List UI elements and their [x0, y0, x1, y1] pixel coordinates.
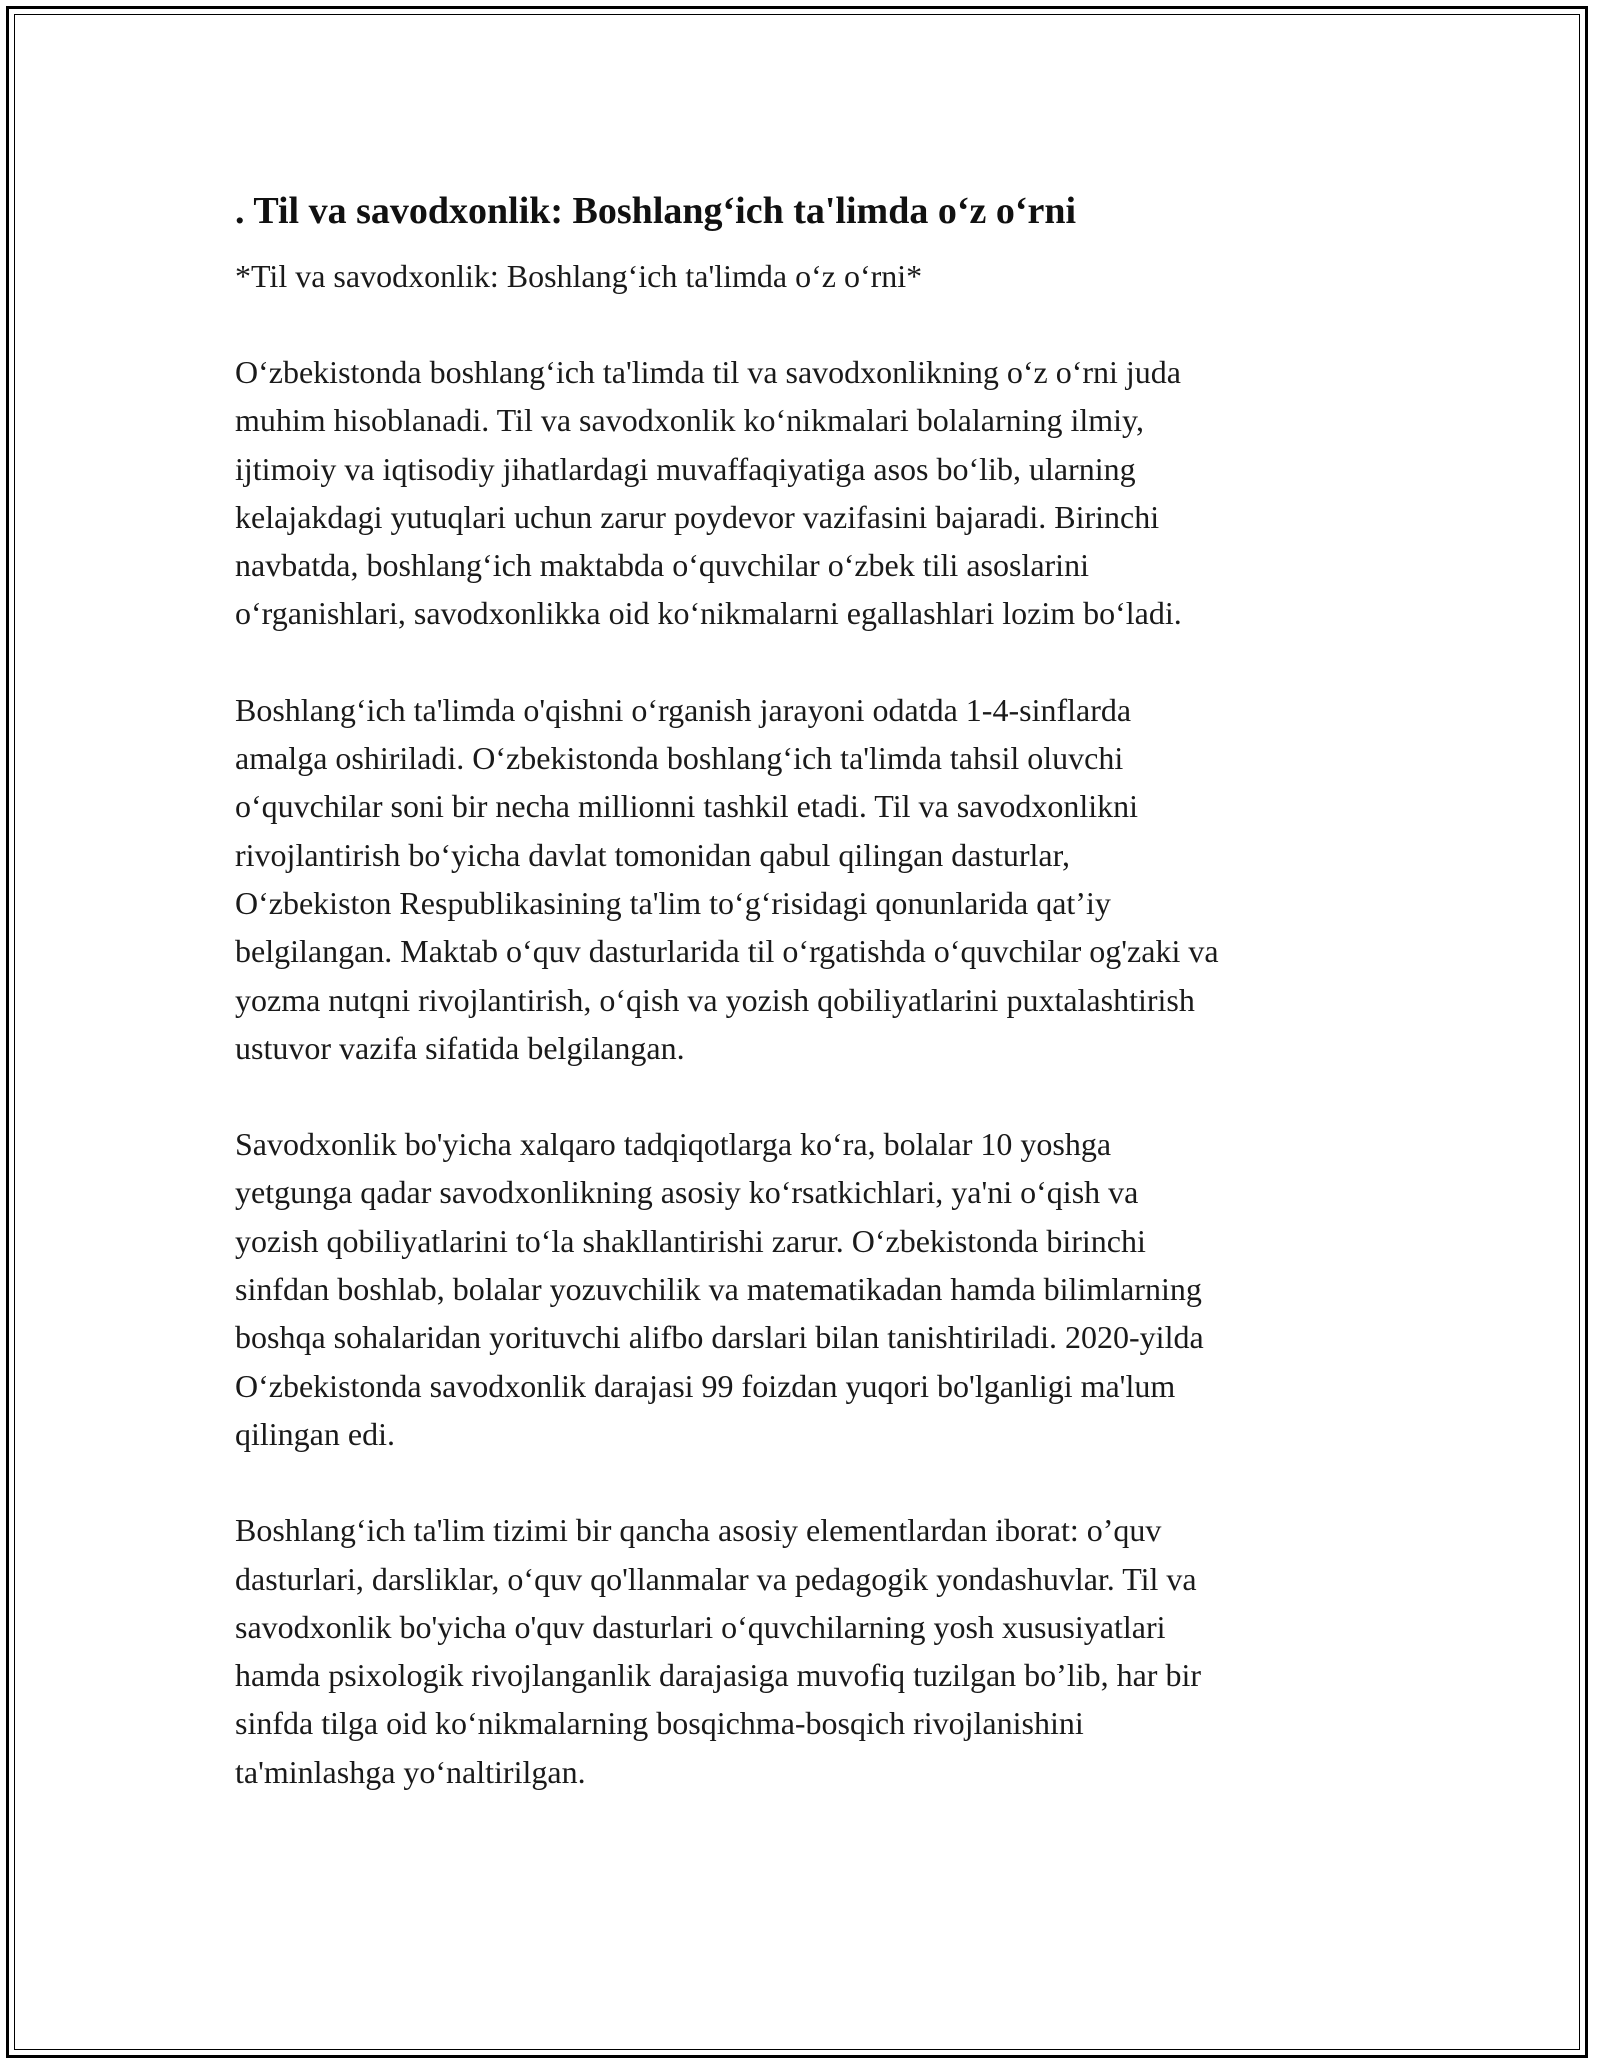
body-paragraph	[235, 686, 1375, 1072]
body-paragraph	[235, 348, 1375, 638]
paragraph-line: navbatda, boshlang‘ich maktabda o‘quvchilar o‘zbek tili asoslarini	[235, 547, 1089, 584]
paragraph-line: ustuvor vazifa sifatida belgilangan.	[235, 1029, 685, 1066]
paragraph-line: sinfda tilga oid ko‘nikmalarning bosqichma-bosqich rivojlanishini	[235, 1705, 1084, 1742]
paragraph-line: boshqa sohalaridan yorituvchi alifbo darslari bilan tanishtiriladi. 2020-yilda	[235, 1319, 1204, 1356]
document-subtitle: *Til va savodxonlik: Boshlang‘ich ta'limda o‘z o‘rni*	[235, 258, 923, 294]
paragraph-line: sinfdan boshlab, bolalar yozuvchilik va matematikadan hamda bilimlarning	[235, 1271, 1202, 1308]
paragraph-line: o‘quvchilar soni bir necha millionni tashkil etadi. Til va savodxonlikni	[235, 788, 1139, 825]
paragraph-line: Boshlang‘ich ta'lim tizimi bir qancha asosiy elementlardan iborat: o’quv	[235, 1512, 1162, 1549]
paragraph-list	[235, 348, 1375, 1796]
paragraph-line: yetgunga qadar savodxonlikning asosiy ko‘rsatkichlari, ya'ni o‘qish va	[235, 1174, 1139, 1211]
paragraph-line: savodxonlik bo'yicha o'quv dasturlari o‘quvchilarning yosh xususiyatlari	[235, 1608, 1166, 1645]
paragraph-line: qilingan edi.	[235, 1415, 395, 1452]
paragraph-line: yozma nutqni rivojlantirish, o‘qish va yozish qobiliyatlarini puxtalashtirish	[235, 981, 1195, 1018]
paragraph-line: kelajakdagi yutuqlari uchun zarur poydevor vazifasini bajaradi. Birinchi	[235, 498, 1160, 535]
paragraph-line: O‘zbekistonda savodxonlik darajasi 99 foizdan yuqori bo'lganligi ma'lum	[235, 1367, 1176, 1404]
paragraph-line: belgilangan. Maktab o‘quv dasturlarida til o‘rgatishda o‘quvchilar og'zaki va	[235, 933, 1219, 970]
paragraph-line: dasturlari, darsliklar, o‘quv qo'llanmalar va pedagogik yondashuvlar. Til va	[235, 1560, 1197, 1597]
body-paragraph	[235, 1506, 1375, 1796]
paragraph-line: ta'minlashga yo‘naltirilgan.	[235, 1753, 586, 1790]
paragraph-line: Savodxonlik bo'yicha xalqaro tadqiqotlarga ko‘ra, bolalar 10 yoshga	[235, 1126, 1112, 1163]
document-body	[235, 184, 1375, 1844]
paragraph-line: O‘zbekiston Respublikasining ta'lim to‘g‘risidagi qonunlarida qat’iy	[235, 884, 1111, 921]
document-heading: . Til va savodxonlik: Boshlang‘ich ta'limda o‘z o‘rni	[235, 190, 1077, 232]
paragraph-line: muhim hisoblanadi. Til va savodxonlik ko‘nikmalari bolalarning ilmiy,	[235, 402, 1144, 439]
paragraph-line: Boshlang‘ich ta'limda o'qishni o‘rganish jarayoni odatda 1-4-sinflarda	[235, 691, 1132, 728]
paragraph-line: rivojlantirish bo‘yicha davlat tomonidan qabul qilingan dasturlar,	[235, 836, 1070, 873]
paragraph-line: yozish qobiliyatlarini to‘la shakllantirishi zarur. O‘zbekistonda birinchi	[235, 1222, 1146, 1259]
paragraph-line: ijtimoiy va iqtisodiy jihatlardagi muvaffaqiyatiga asos bo‘lib, ularning	[235, 450, 1136, 487]
paragraph-line: hamda psixologik rivojlanganlik darajasiga muvofiq tuzilgan bo’lib, har bir	[235, 1657, 1201, 1694]
paragraph-line: amalga oshiriladi. O‘zbekistonda boshlang‘ich ta'limda tahsil oluvchi	[235, 740, 1124, 777]
paragraph-line: O‘zbekistonda boshlang‘ich ta'limda til va savodxonlikning o‘z o‘rni juda	[235, 354, 1181, 390]
paragraph-line: o‘rganishlari, savodxonlikka oid ko‘nikmalarni egallashlari lozim bo‘ladi.	[235, 595, 1182, 632]
body-paragraph	[235, 1120, 1375, 1458]
